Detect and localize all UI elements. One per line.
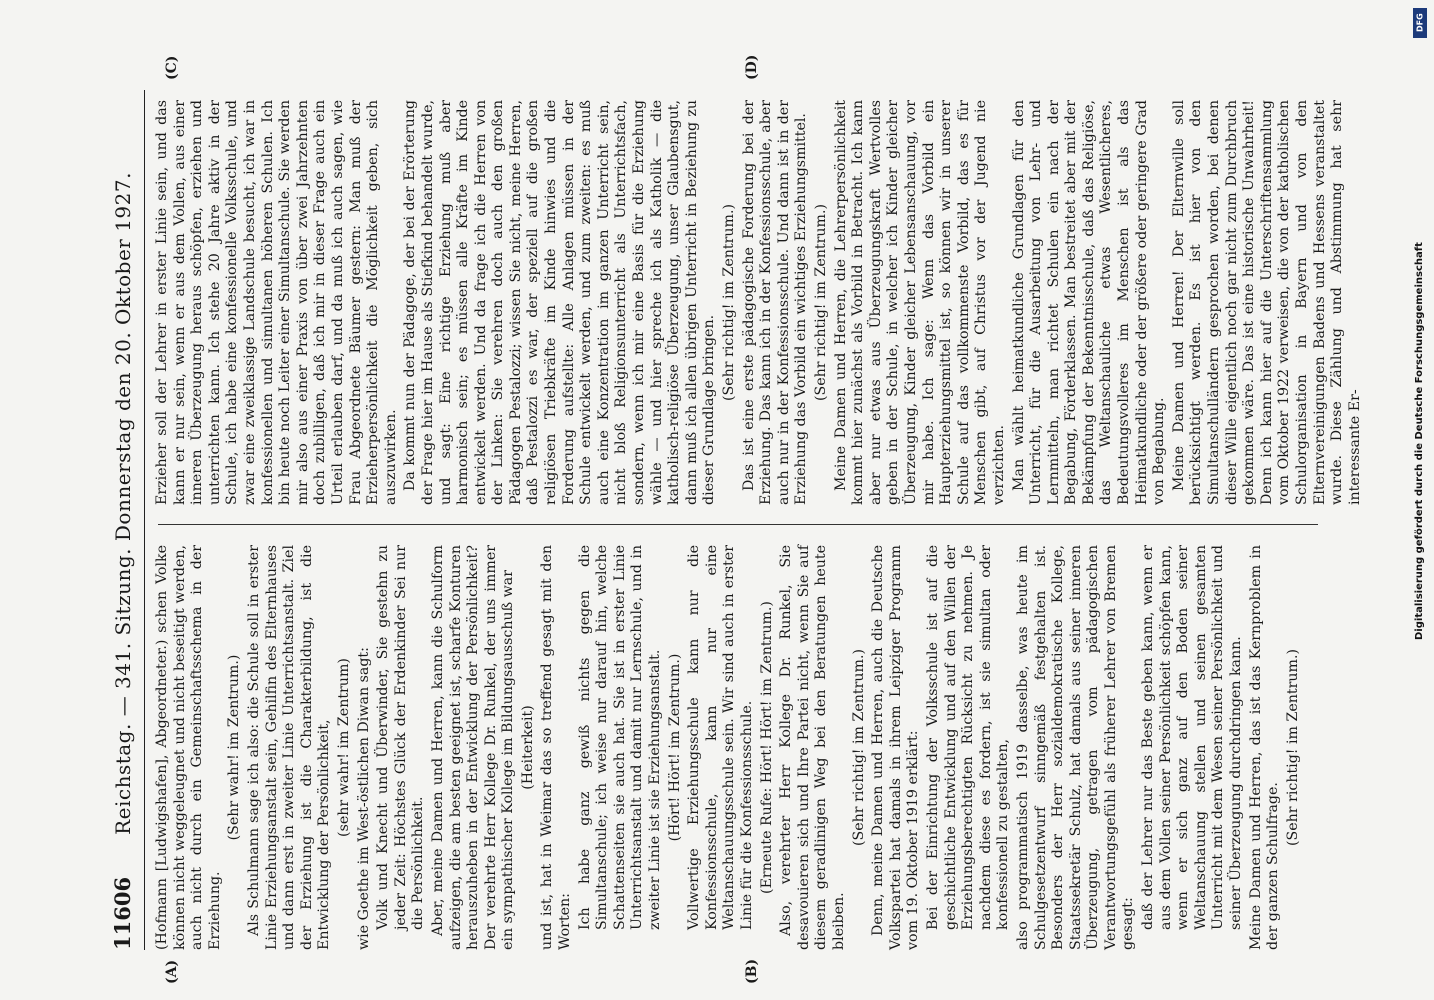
paragraph: Als Schulmann sage ich also: die Schule soll in erster Linie Erziehungsanstalt sein, Gehilfin des Elternhauses und dann erst in zweiter Linie Unterrichtsanstalt. Ziel der Erziehung ist die Charakterbildung, ist die Entwicklung der Persönlichkeit, [245, 545, 333, 950]
paragraph: Ich habe ganz gewiß nichts gegen die Simultanschule; ich weise nur darauf hin, welche Schattenseiten sie auch hat. Sie ist in erster Linie Unterrichtsanstalt und damit nur Lernschule, und in zweiter Linie ist sie Erziehungsanstalt. [576, 545, 664, 930]
interjection: (Sehr richtig! im Zentrum.) [812, 203, 829, 402]
paragraph: Aber, meine Damen und Herren, kann die Schulform aufzeigen, die am besten geeignet ist, scharfe Konturen herauszuheben in der Entwicklung der Persönlichkeit? Der verehrte Herr Kollege Dr. Runkel, der uns immer ein sympathischer Kollege im Bildungsausschuß war [429, 545, 517, 950]
interjection: (Hört! Hört! im Zentrum.) [666, 653, 683, 842]
interjection: (Sehr richtig! im Zentrum.) [721, 203, 737, 402]
paragraph: (Hofmann [Ludwigshafen], Abgeordneter.) schen Volke können nicht weggeleugnet und nicht beseitigt werden, auch nicht durch ein Gemeinschaftsschema in der Erziehung. [154, 545, 223, 950]
interjection: (Sehr richtig! im Zentrum.) [1284, 648, 1301, 847]
paragraph: Meine Damen und Herren, das ist das Kernproblem in der ganzen Schulfrage. [1247, 545, 1282, 950]
right-column [154, 100, 1363, 505]
paragraph: Volk und Knecht und Überwinder, Sie gestehn zu jeder Zeit: Höchstes Glück der Erdenkinder Sei nur die Persönlichkeit. [375, 545, 427, 930]
interjection: (Sehr richtig! im Zentrum.) [850, 648, 867, 847]
page-number: 11606 [110, 876, 135, 950]
paragraph: Meine Damen und Herren, die Lehrerpersönlichkeit kommt hier zunächst als Vorbild in Betracht. Ich kann aber nur etwas aus Überzeugungskraft Wertvolles geben in der Schule, in welcher ich Kinder gleicher Überzeugung, Kinder gleicher Lebensanschauung, vor mir habe. Ich sage: Wenn das Vorbild ein Haupterziehungsmittel ist, so können wir in unserer Schule auf das vollkommenste Vorbild, das es für Menschen gibt, auf Christus vor der Jugend nie verzichten. [832, 100, 1007, 505]
paragraph: Meine Damen und Herren! Der Elternwille soll berücksichtigt werden. Es ist hier von den Simultanschulländern gesprochen worden, bei denen dieser Wille eigentlich noch gar nicht zum Durchbruch gekommen wäre. Das ist eine historische Unwahrheit! Denn ich kann hier auf die Unterschriftensammlung vom Oktober 1922 verweisen, die von der katholischen Schulorganisation in Bayern und von den Elternvereinigungen Badens und Hessens veranstaltet wurde. Diese Zählung und Abstimmung hat sehr interessante Er- [1170, 100, 1363, 505]
interjection: (Erneute Rufe: Hört! Hört! im Zentrum.) [758, 601, 775, 894]
margin-letter-c: (C) [164, 55, 180, 80]
paragraph: Also, verehrter Herr Kollege Dr. Runkel, Sie desavouieren sich und Ihre Partei nicht, wenn Sie auf diesem geradlinigen Weg bei den Beratungen heute bleiben. [778, 545, 847, 950]
margin-letter-a: (A) [164, 959, 180, 984]
paragraph: Das ist eine erste pädagogische Forderung bei der Erziehung. Das kann ich in der Konfessionsschule, aber auch nur in der Konfessionsschule. Und dann ist in der Erziehung das Vorbild ein wichtiges Erziehungsmittel. [740, 100, 810, 505]
paragraph: Vollwertige Erziehungsschule kann nur die Konfessionsschule, kann nur eine Weltanschauungsschule sein. Wir sind auch in erster Linie für die Konfessionsschule. [686, 545, 755, 930]
page-title: Reichstag. — 341. Sitzung. Donnerstag den 20. Oktober 1927. [111, 172, 135, 835]
digitization-sidebar [1410, 0, 1434, 1000]
margin-letter-d: (D) [744, 54, 760, 80]
rotated-page-content [110, 54, 1363, 984]
paragraph: Bei der Einrichtung der Volksschule ist auf die geschichtliche Entwicklung und auf den Willen der Erziehungsberechtigten Rücksicht zu nehmen. Je nachdem diese es fordern, ist sie simultan oder konfessionell zu gestalten, [924, 545, 1012, 930]
text-columns [154, 54, 1363, 984]
paragraph: daß der Lehrer nur das Beste geben kann, wenn er aus dem Vollen seiner Persönlichkeit schöpfen kann, wenn er sich ganz auf den Boden seiner Weltanschauung stellen und seinen gesamten Unterricht mit dem Wesen seiner Persönlichkeit und seiner Überzeugung durchdringen kann. [1140, 545, 1245, 930]
paragraph: Denn, meine Damen und Herren, auch die Deutsche Volkspartei hat damals in ihrem Leipziger Programm vom 19. Oktober 1919 erklärt: [870, 545, 922, 950]
page-header [110, 90, 145, 950]
margin-letter-b: (B) [744, 958, 760, 984]
interjection: (Heiterkeit) [519, 705, 536, 790]
paragraph: also programmatisch 1919 dasselbe, was heute im Schulgesetzentwurf sinngemäß festgehalten ist. Besonders der Herr sozialdemokratische Kollege, Staatssekretär Schulz, hat damals aus seiner inneren Überzeugung, getragen vom pädagogischen Verantwortungsgefühl als früherer Lehrer von Bremen gesagt: [1014, 545, 1137, 950]
digitization-credit: Digitalisierung gefördert durch die Deutsche Forschungsgemeinschaft [1414, 242, 1425, 640]
left-column [154, 545, 1324, 950]
paragraph: und ist, hat in Weimar das so treffend gesagt mit den Worten: [539, 545, 574, 950]
interjection: (sehr wahr! im Zentrum) [335, 658, 352, 837]
paragraph: Man wählt heimatkundliche Grundlagen für den Unterricht, für die Ausarbeitung von Lehr- und Lernmitteln, man richtet Schulen ein nach der Begabung, Förderklassen. Man bestreitet aber mit der Bekämpfung der Bekenntnisschule, daß das Religiöse, das Weltanschauliche etwas Wesentlicheres, Bedeutungsvolleres im Menschen ist als das Heimatkundliche oder der größere oder geringere Grad von Begabung. [1010, 100, 1168, 505]
column-divider [158, 524, 1318, 525]
paragraph: Da kommt nun der Pädagoge, der bei der Erörterung der Frage hier im Hause als Stiefkind behandelt wurde, und sagt: Eine richtige Erziehung muß aber harmonisch sein; es müssen alle Kräfte im Kinde entwickelt werden. Und da frage ich die Herren von der Linken: Sie verehren doch auch den großen Pädagogen Pestalozzi; wissen Sie nicht, meine Herren, daß Pestalozzi es war, der speziell auf die großen religiösen Triebkräfte im Kinde hinwies und die Forderung aufstellte: Alle Anlagen müssen in der Schule entwickelt werden, und zum zweiten: es muß auch eine Konzentration im ganzen Unterricht sein, nicht bloß Religionsunterricht als Unterrichtsfach, sondern, wenn ich mir eine Basis für die Erziehung wähle — und hier spreche ich als Katholik — die katholisch-religiöse Überzeugung, unser Glaubensgut, dann muß ich allen übrigen Unterricht in Beziehung zu dieser Grundlage bringen. [402, 100, 718, 505]
interjection: (Sehr wahr! im Zentrum.) [226, 654, 243, 841]
paragraph: wie Goethe im West-östlichen Diwan sagt: [355, 647, 372, 950]
dfg-logo: DFG [1413, 8, 1427, 38]
paragraph: Erzieher soll der Lehrer in erster Linie sein, und das kann er nur sein, wenn er aus dem Vollen, aus einer inneren Überzeugung heraus schöpfen, erziehen und unterrichten kann. Ich stehe 20 Jahre aktiv in der Schule, ich habe eine konfessionelle Volksschule, und zwar eine zweiklassige Landschule besucht, ich war in konfessionellen und simultanen höheren Schulen. Ich bin heute noch Leiter einer Simultanschule. Sie werden mir also aus einer Praxis von über zwei Jahrzehnten doch zubilligen, daß ich mir in dieser Frage auch ein Urteil erlauben darf, und da muß ich auch sagen, wie Frau Abgeordnete Bäumer gestern: Man muß der Erzieherpersönlichkeit die Möglichkeit geben, sich auszuwirken. [154, 100, 399, 505]
